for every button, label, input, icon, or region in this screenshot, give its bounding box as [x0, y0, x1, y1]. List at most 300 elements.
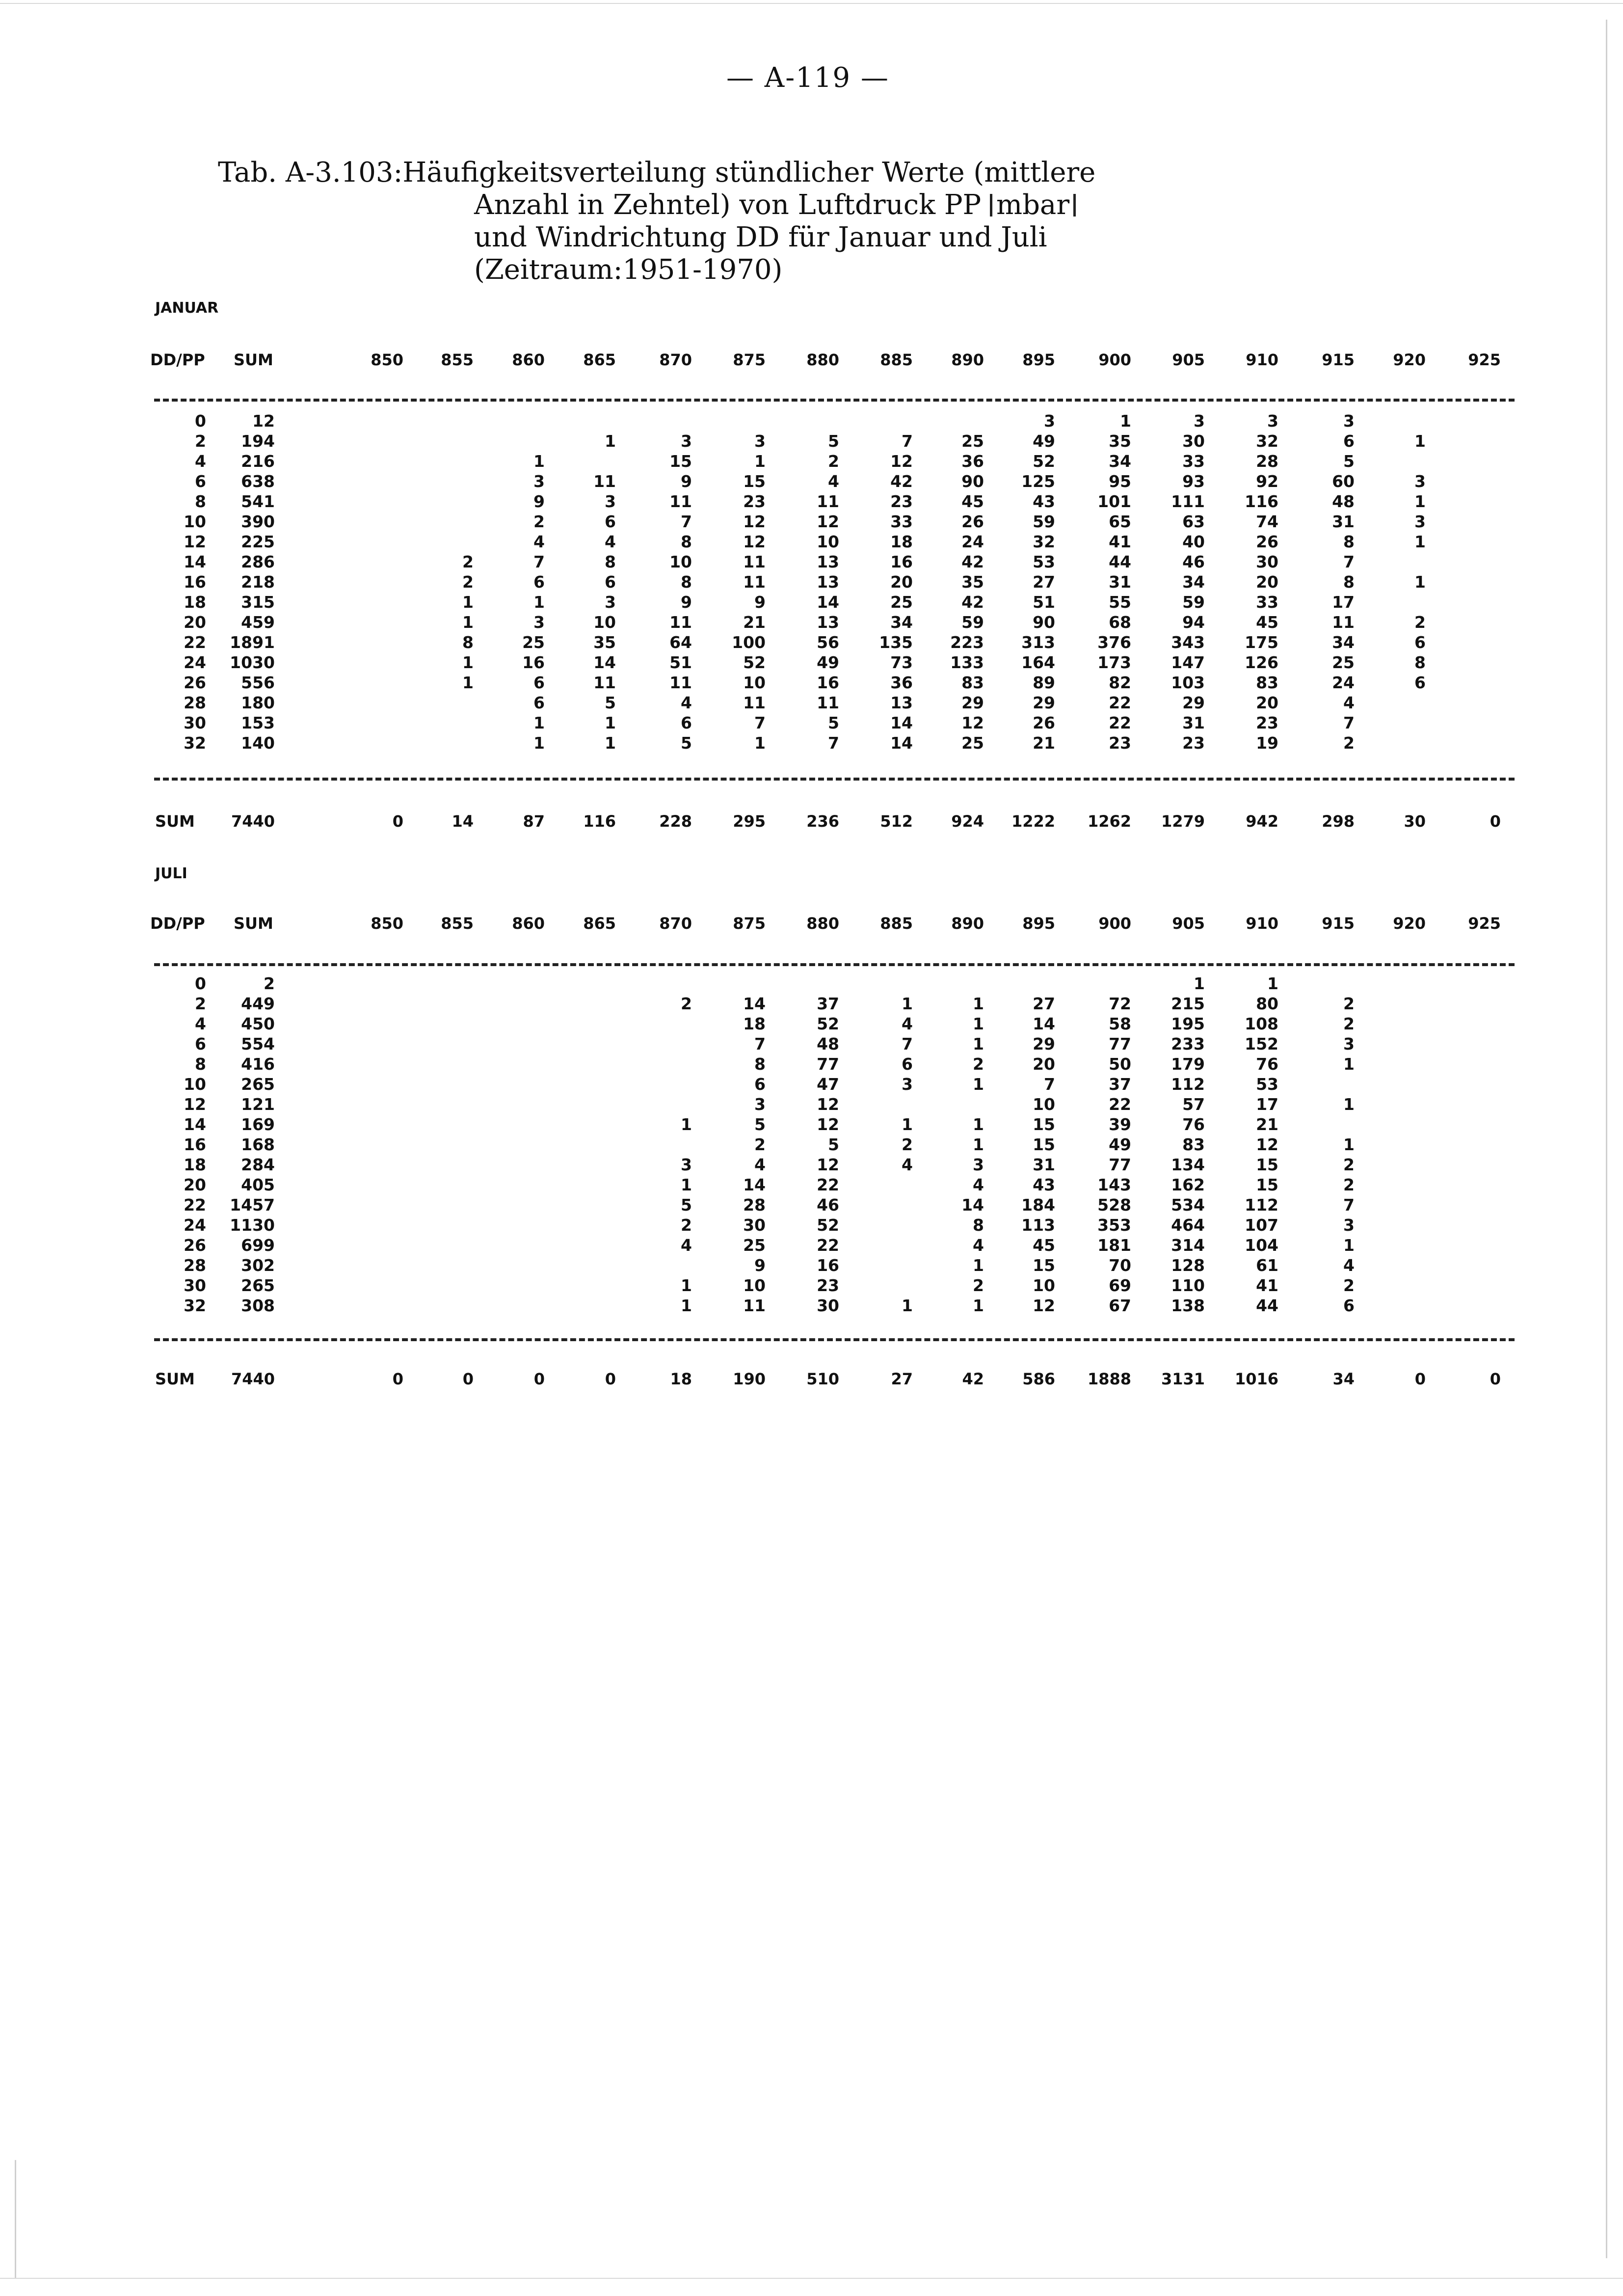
table-cell: 21: [1033, 733, 1055, 753]
total-cell: 942: [1246, 812, 1278, 831]
table-cell: 3: [681, 432, 692, 451]
table-cell: 10: [1033, 1095, 1055, 1114]
table-cell: 181: [1097, 1236, 1131, 1255]
row-dd-value: 8: [195, 492, 206, 511]
row-sum-value: 541: [241, 492, 275, 511]
table-cell: 55: [1109, 593, 1131, 612]
table-cell: 6: [754, 1075, 766, 1094]
table-cell: 12: [817, 1095, 839, 1114]
table-cell: 3: [681, 1155, 692, 1174]
table-cell: 57: [1182, 1095, 1205, 1114]
header-pressure-920: 920: [1393, 351, 1426, 369]
table-cell: 76: [1182, 1115, 1205, 1134]
table-cell: 31: [1182, 713, 1205, 732]
table-cell: 17: [1256, 1095, 1278, 1114]
row-sum-value: 140: [241, 733, 275, 753]
table-cell: 42: [890, 472, 913, 491]
header-pressure-910: 910: [1246, 351, 1278, 369]
table-cell: 18: [890, 532, 913, 551]
row-dd-value: 2: [195, 432, 206, 451]
table-cell: 42: [961, 593, 984, 612]
row-sum-value: 1130: [230, 1216, 275, 1235]
section-label-januar: JANUAR: [155, 299, 219, 317]
total-cell: 236: [806, 812, 839, 831]
row-sum-value: 459: [241, 613, 275, 632]
table-cell: 3: [1044, 411, 1055, 431]
table-cell: 77: [1109, 1155, 1131, 1174]
table-cell: 534: [1171, 1195, 1205, 1215]
table-cell: 22: [817, 1175, 839, 1194]
table-cell: 23: [1256, 713, 1278, 732]
table-cell: 24: [1332, 673, 1355, 692]
table-cell: 44: [1109, 552, 1131, 571]
row-sum-value: 449: [241, 994, 275, 1013]
table-cell: 1: [533, 593, 545, 612]
table-cell: 1: [754, 452, 766, 471]
table-cell: 1: [902, 1115, 913, 1134]
row-sum-value: 169: [241, 1115, 275, 1134]
table-cell: 14: [743, 1175, 766, 1194]
header-sum: SUM: [234, 351, 273, 369]
table-cell: 100: [732, 633, 766, 652]
table-cell: 22: [817, 1236, 839, 1255]
table-cell: 13: [817, 613, 839, 632]
row-dd-value: 28: [184, 693, 206, 712]
table-cell: 77: [1109, 1034, 1131, 1053]
table-cell: 11: [743, 552, 766, 571]
table-cell: 11: [1332, 613, 1355, 632]
table-cell: 2: [462, 572, 474, 592]
table-cell: 95: [1109, 472, 1131, 491]
table-cell: 3: [1343, 411, 1355, 431]
total-cell: 924: [951, 812, 984, 831]
total-cell: 0: [392, 1370, 403, 1388]
total-cell: 0: [533, 1370, 545, 1388]
header-pressure-915: 915: [1322, 351, 1355, 369]
total-cell: 87: [523, 812, 545, 831]
table-cell: 21: [1256, 1115, 1278, 1134]
table-cell: 15: [1033, 1115, 1055, 1134]
table-cell: 28: [1256, 452, 1278, 471]
row-sum-value: 168: [241, 1135, 275, 1154]
total-sum-value: 7440: [231, 812, 275, 831]
row-sum-value: 218: [241, 572, 275, 592]
row-sum-value: 556: [241, 673, 275, 692]
table-cell: 134: [1171, 1155, 1205, 1174]
row-dd-value: 14: [184, 1115, 206, 1134]
total-cell: 298: [1322, 812, 1355, 831]
table-cell: 7: [1343, 713, 1355, 732]
row-sum-value: 153: [241, 713, 275, 732]
table-cell: 2: [973, 1276, 984, 1295]
row-sum-value: 405: [241, 1175, 275, 1194]
row-sum-value: 121: [241, 1095, 275, 1114]
table-cell: 4: [973, 1175, 984, 1194]
row-sum-value: 1030: [230, 653, 275, 672]
table-cell: 14: [890, 733, 913, 753]
table-cell: 34: [1332, 633, 1355, 652]
table-cell: 59: [1182, 593, 1205, 612]
table-cell: 90: [961, 472, 984, 491]
table-cell: 2: [1343, 733, 1355, 753]
table-cell: 19: [1256, 733, 1278, 753]
total-cell: 1279: [1161, 812, 1205, 831]
table-cell: 26: [1033, 713, 1055, 732]
table-cell: 16: [817, 673, 839, 692]
table-cell: 2: [973, 1054, 984, 1074]
table-cell: 6: [605, 512, 616, 531]
table-cell: 13: [817, 552, 839, 571]
table-cell: 3: [605, 492, 616, 511]
row-dd-value: 20: [184, 613, 206, 632]
table-cell: 52: [817, 1216, 839, 1235]
header-pressure-870: 870: [659, 914, 692, 933]
table-cell: 33: [1256, 593, 1278, 612]
table-cell: 4: [605, 532, 616, 551]
table-cell: 8: [1343, 572, 1355, 592]
table-cell: 37: [817, 994, 839, 1013]
table-cell: 103: [1171, 673, 1205, 692]
table-cell: 34: [1109, 452, 1131, 471]
total-cell: 3131: [1161, 1370, 1205, 1388]
table-cell: 89: [1033, 673, 1055, 692]
table-cell: 23: [1109, 733, 1131, 753]
table-cell: 2: [462, 552, 474, 571]
header-pressure-890: 890: [951, 351, 984, 369]
header-pressure-895: 895: [1022, 351, 1055, 369]
table-cell: 94: [1182, 613, 1205, 632]
table-cell: 26: [961, 512, 984, 531]
table-cell: 14: [743, 994, 766, 1013]
table-cell: 45: [1256, 613, 1278, 632]
header-pressure-875: 875: [733, 351, 766, 369]
table-cell: 11: [593, 673, 616, 692]
table-cell: 5: [1343, 452, 1355, 471]
table-cell: 25: [890, 593, 913, 612]
table-cell: 72: [1109, 994, 1131, 1013]
table-cell: 2: [1343, 1014, 1355, 1033]
table-title-line-3: und Windrichtung DD für Januar und Juli: [474, 221, 1047, 253]
table-cell: 3: [533, 613, 545, 632]
table-cell: 33: [1182, 452, 1205, 471]
table-cell: 14: [890, 713, 913, 732]
table-cell: 11: [743, 693, 766, 712]
table-cell: 8: [1343, 532, 1355, 551]
unit-bracket: mbar: [990, 194, 1076, 216]
row-sum-value: 699: [241, 1236, 275, 1255]
table-cell: 36: [961, 452, 984, 471]
row-dd-value: 20: [184, 1175, 206, 1194]
table-cell: 1: [462, 653, 474, 672]
table-cell: 25: [961, 733, 984, 753]
table-cell: 6: [1343, 432, 1355, 451]
header-pressure-885: 885: [880, 914, 913, 933]
table-cell: 48: [1332, 492, 1355, 511]
table-cell: 22: [1109, 713, 1131, 732]
table-cell: 7: [902, 432, 913, 451]
table-cell: 10: [743, 1276, 766, 1295]
table-cell: 184: [1021, 1195, 1055, 1215]
row-sum-value: 308: [241, 1296, 275, 1315]
header-pressure-905: 905: [1172, 351, 1205, 369]
table-cell: 12: [817, 512, 839, 531]
scan-edge-right: [1606, 20, 1607, 2258]
row-dd-value: 24: [184, 1216, 206, 1235]
table-cell: 22: [1109, 1095, 1131, 1114]
dashed-rule-top: [154, 963, 1515, 966]
table-cell: 32: [1256, 432, 1278, 451]
table-cell: 26: [1256, 532, 1278, 551]
total-cell: 586: [1022, 1370, 1055, 1388]
table-cell: 5: [828, 1135, 839, 1154]
table-cell: 83: [1256, 673, 1278, 692]
table-cell: 1: [681, 1276, 692, 1295]
table-title-line-2-text: Anzahl in Zehntel) von Luftdruck PP: [474, 189, 990, 221]
table-title-line-4: (Zeitraum:1951-1970): [474, 254, 783, 286]
table-cell: 11: [743, 572, 766, 592]
table-cell: 20: [1256, 693, 1278, 712]
table-cell: 48: [817, 1034, 839, 1053]
row-sum-value: 416: [241, 1054, 275, 1074]
row-sum-value: 265: [241, 1276, 275, 1295]
table-cell: 20: [890, 572, 913, 592]
table-cell: 4: [973, 1236, 984, 1255]
row-sum-value: 12: [252, 411, 275, 431]
table-cell: 1: [681, 1175, 692, 1194]
table-cell: 179: [1171, 1054, 1205, 1074]
table-cell: 5: [681, 733, 692, 753]
table-cell: 67: [1109, 1296, 1131, 1315]
table-cell: 4: [828, 472, 839, 491]
table-cell: 4: [1343, 1256, 1355, 1275]
table-cell: 37: [1109, 1075, 1131, 1094]
table-cell: 7: [754, 713, 766, 732]
total-cell: 0: [1490, 1370, 1501, 1388]
table-cell: 76: [1256, 1054, 1278, 1074]
table-cell: 11: [669, 673, 692, 692]
row-sum-value: 302: [241, 1256, 275, 1275]
table-cell: 52: [743, 653, 766, 672]
row-dd-value: 32: [184, 733, 206, 753]
table-cell: 3: [1194, 411, 1205, 431]
table-cell: 49: [1109, 1135, 1131, 1154]
table-cell: 1: [462, 673, 474, 692]
table-cell: 14: [593, 653, 616, 672]
row-sum-value: 194: [241, 432, 275, 451]
table-cell: 2: [1343, 1276, 1355, 1295]
row-sum-value: 286: [241, 552, 275, 571]
total-cell: 295: [733, 812, 766, 831]
table-cell: 1: [1414, 572, 1426, 592]
row-dd-value: 16: [184, 572, 206, 592]
table-cell: 14: [817, 593, 839, 612]
table-cell: 8: [605, 552, 616, 571]
row-dd-value: 22: [184, 1195, 206, 1215]
table-cell: 11: [669, 613, 692, 632]
table-cell: 3: [754, 432, 766, 451]
row-dd-value: 18: [184, 1155, 206, 1174]
table-cell: 33: [890, 512, 913, 531]
table-cell: 30: [1256, 552, 1278, 571]
table-cell: 49: [1033, 432, 1055, 451]
row-dd-value: 0: [195, 411, 206, 431]
table-cell: 1: [1343, 1095, 1355, 1114]
table-cell: 6: [533, 693, 545, 712]
table-cell: 58: [1109, 1014, 1131, 1033]
table-cell: 18: [743, 1014, 766, 1033]
table-cell: 56: [817, 633, 839, 652]
table-cell: 4: [1343, 693, 1355, 712]
table-cell: 107: [1245, 1216, 1278, 1235]
table-cell: 23: [890, 492, 913, 511]
table-cell: 147: [1171, 653, 1205, 672]
table-cell: 2: [1343, 1155, 1355, 1174]
table-cell: 47: [817, 1075, 839, 1094]
table-cell: 3: [1267, 411, 1278, 431]
table-cell: 31: [1332, 512, 1355, 531]
table-cell: 6: [681, 713, 692, 732]
row-dd-value: 4: [195, 452, 206, 471]
table-cell: 104: [1245, 1236, 1278, 1255]
table-cell: 5: [828, 432, 839, 451]
header-pressure-850: 850: [371, 351, 403, 369]
row-dd-value: 6: [195, 1034, 206, 1053]
total-cell: 14: [452, 812, 474, 831]
table-cell: 25: [1332, 653, 1355, 672]
dashed-rule-top: [154, 399, 1515, 402]
table-cell: 4: [902, 1155, 913, 1174]
dashed-rule-bottom: [154, 778, 1515, 781]
table-cell: 1: [973, 1115, 984, 1134]
header-dd-pp: DD/PP: [150, 914, 205, 933]
table-cell: 1: [1343, 1054, 1355, 1074]
table-cell: 73: [890, 653, 913, 672]
table-cell: 23: [743, 492, 766, 511]
table-cell: 135: [879, 633, 913, 652]
dashed-rule-bottom: [154, 1338, 1515, 1341]
row-sum-value: 216: [241, 452, 275, 471]
table-cell: 12: [743, 512, 766, 531]
table-cell: 4: [681, 1236, 692, 1255]
table-cell: 4: [533, 532, 545, 551]
table-cell: 41: [1256, 1276, 1278, 1295]
table-cell: 1: [1414, 492, 1426, 511]
table-cell: 1: [462, 613, 474, 632]
row-sum-value: 638: [241, 472, 275, 491]
table-cell: 3: [1414, 472, 1426, 491]
table-cell: 4: [681, 693, 692, 712]
table-cell: 3: [533, 472, 545, 491]
table-cell: 60: [1332, 472, 1355, 491]
table-cell: 2: [681, 994, 692, 1013]
header-pressure-900: 900: [1098, 351, 1131, 369]
table-cell: 43: [1033, 492, 1055, 511]
header-pressure-870: 870: [659, 351, 692, 369]
header-pressure-875: 875: [733, 914, 766, 933]
table-cell: 25: [522, 633, 545, 652]
table-cell: 29: [961, 693, 984, 712]
table-cell: 53: [1033, 552, 1055, 571]
table-cell: 6: [1414, 673, 1426, 692]
table-cell: 464: [1171, 1216, 1205, 1235]
row-dd-value: 10: [184, 1075, 206, 1094]
table-cell: 195: [1171, 1014, 1205, 1033]
row-sum-value: 1457: [230, 1195, 275, 1215]
table-cell: 11: [593, 472, 616, 491]
table-cell: 7: [754, 1034, 766, 1053]
header-pressure-860: 860: [512, 351, 545, 369]
table-cell: 74: [1256, 512, 1278, 531]
table-cell: 15: [1256, 1175, 1278, 1194]
table-cell: 11: [669, 492, 692, 511]
table-cell: 9: [533, 492, 545, 511]
table-cell: 215: [1171, 994, 1205, 1013]
header-pressure-850: 850: [371, 914, 403, 933]
table-cell: 35: [593, 633, 616, 652]
table-cell: 2: [681, 1216, 692, 1235]
header-pressure-885: 885: [880, 351, 913, 369]
table-cell: 69: [1109, 1276, 1131, 1295]
table-cell: 10: [743, 673, 766, 692]
table-cell: 12: [817, 1155, 839, 1174]
table-cell: 83: [961, 673, 984, 692]
table-cell: 44: [1256, 1296, 1278, 1315]
total-cell: 510: [806, 1370, 839, 1388]
row-sum-value: 225: [241, 532, 275, 551]
header-pressure-925: 925: [1468, 914, 1501, 933]
table-cell: 64: [669, 633, 692, 652]
table-cell: 376: [1097, 633, 1131, 652]
table-cell: 10: [669, 552, 692, 571]
table-cell: 20: [1256, 572, 1278, 592]
total-cell: 0: [392, 812, 403, 831]
table-cell: 25: [961, 432, 984, 451]
table-cell: 108: [1245, 1014, 1278, 1033]
table-cell: 1: [973, 1135, 984, 1154]
table-cell: 1: [973, 1256, 984, 1275]
table-cell: 9: [754, 593, 766, 612]
table-cell: 3: [902, 1075, 913, 1094]
header-pressure-890: 890: [951, 914, 984, 933]
total-cell: 1262: [1087, 812, 1131, 831]
table-cell: 36: [890, 673, 913, 692]
table-cell: 2: [1414, 613, 1426, 632]
table-cell: 11: [817, 693, 839, 712]
table-cell: 233: [1171, 1034, 1205, 1053]
table-cell: 59: [1033, 512, 1055, 531]
header-pressure-860: 860: [512, 914, 545, 933]
table-cell: 8: [754, 1054, 766, 1074]
table-cell: 12: [890, 452, 913, 471]
table-cell: 10: [593, 613, 616, 632]
table-cell: 143: [1097, 1175, 1131, 1194]
table-cell: 1: [605, 733, 616, 753]
table-cell: 5: [605, 693, 616, 712]
table-cell: 29: [1033, 1034, 1055, 1053]
table-cell: 6: [533, 572, 545, 592]
table-cell: 112: [1171, 1075, 1205, 1094]
table-cell: 2: [754, 1135, 766, 1154]
table-cell: 11: [817, 492, 839, 511]
table-cell: 1: [533, 452, 545, 471]
table-cell: 314: [1171, 1236, 1205, 1255]
table-cell: 22: [1109, 693, 1131, 712]
table-cell: 7: [533, 552, 545, 571]
table-cell: 1: [973, 994, 984, 1013]
table-cell: 3: [754, 1095, 766, 1114]
table-cell: 313: [1021, 633, 1055, 652]
table-cell: 29: [1033, 693, 1055, 712]
